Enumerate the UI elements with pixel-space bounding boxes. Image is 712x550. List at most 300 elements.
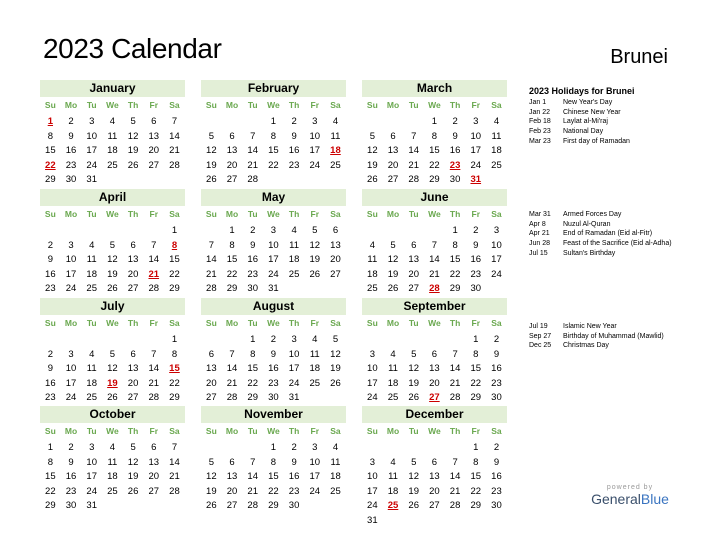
month-name: December [362,406,507,423]
empty-cell [242,115,263,130]
weekday-label: Tu [408,426,419,436]
empty-cell [201,115,222,130]
day: 13 [148,130,160,142]
holiday-row [529,332,664,342]
weekday-label: Sa [169,318,180,328]
day: 14 [206,254,217,265]
day: 26 [206,500,217,511]
day: 4 [312,334,318,345]
day: 8 [270,130,277,142]
day: 19 [387,268,399,280]
empty-cell [445,333,466,348]
weekday-label: We [428,318,441,328]
day: 26 [408,500,419,511]
day: 15 [449,254,461,265]
weekday-label: Tu [408,209,419,219]
empty-cell [61,333,82,348]
day: 6 [130,239,136,251]
holiday-group [529,322,664,351]
day: 11 [309,348,320,360]
day: 6 [332,225,339,236]
empty-cell [222,115,243,130]
month-name: September [362,298,507,315]
day: 15 [268,145,279,156]
holiday-name: End of Ramadan (Eid al-Fitr) [563,230,653,238]
empty-cell [201,224,222,239]
day: 29 [45,500,56,511]
day: 16 [288,471,300,482]
weekday-label: Sa [491,426,502,436]
day: 25 [330,485,341,497]
day: 5 [109,348,116,360]
day: 1 [270,116,277,127]
day: 24 [470,159,482,171]
day: 21 [169,145,180,156]
weekday-label: Th [288,318,300,328]
day: 7 [250,456,256,468]
day: 8 [473,348,479,360]
day: 18 [491,145,502,156]
holiday-day: 25 [387,500,399,511]
month-march [362,80,507,188]
weekday-label: Sa [491,318,502,328]
day: 27 [408,283,419,294]
day: 30 [268,392,279,403]
weekday-label: Th [449,426,461,436]
day-grid [362,315,507,406]
weekday-label: We [428,426,441,436]
day: 27 [330,268,341,280]
day: 29 [247,392,258,403]
day: 31 [86,500,97,511]
month-february [201,80,346,188]
day: 10 [268,239,279,251]
day: 19 [127,145,139,156]
day: 9 [473,239,479,251]
day: 21 [226,377,238,389]
day: 31 [367,514,378,526]
day: 10 [288,348,300,360]
holiday-group [529,210,672,258]
day: 7 [171,442,178,453]
weekday-label: Sa [491,209,502,219]
day: 18 [86,377,97,389]
day: 22 [470,377,482,389]
day: 13 [226,471,238,482]
weekday-label: We [106,209,119,219]
holiday-day: 21 [148,268,160,280]
day-grid [40,315,185,420]
day: 21 [247,485,258,497]
day: 28 [408,174,419,185]
weekday-label: Su [366,318,378,328]
holiday-name: Birthday of Muhammad (Mawlid) [563,332,664,340]
empty-cell [143,224,164,239]
brand-name-blue: Blue [640,491,669,507]
weekday-label: Fr [310,318,320,328]
day: 17 [309,145,321,156]
day: 11 [330,130,341,142]
day: 25 [107,159,118,171]
day: 8 [250,348,256,360]
empty-cell [403,441,424,456]
day: 5 [208,130,214,142]
weekday-label: Mo [64,100,78,110]
day: 12 [330,348,341,360]
day: 16 [65,471,77,482]
weekday-label: Su [44,209,56,219]
day: 29 [169,392,180,403]
day: 20 [148,471,160,482]
day: 15 [169,254,180,265]
month-december [362,406,507,528]
weekday-label: Su [205,100,217,110]
brand-name-general: General [591,491,641,507]
day: 21 [206,268,217,280]
weekday-label: Th [127,318,139,328]
day: 2 [250,225,256,236]
day: 8 [229,239,235,251]
day: 9 [452,130,458,142]
day: 13 [429,363,440,374]
day: 2 [452,116,458,127]
weekday-label: Sa [330,318,341,328]
day: 20 [330,254,341,265]
day: 16 [45,268,56,280]
weekday-label: Fr [471,426,481,436]
day: 22 [169,268,180,280]
day: 9 [291,130,297,142]
day: 17 [470,145,482,156]
day: 26 [206,174,217,185]
day: 23 [45,392,56,403]
day: 4 [390,456,396,468]
day: 4 [109,116,116,127]
day: 2 [68,116,74,127]
day: 5 [109,239,116,251]
weekday-label: Mo [225,209,239,219]
day-grid [201,97,346,188]
day: 21 [449,485,461,497]
day: 22 [268,485,279,497]
day: 16 [470,254,482,265]
holiday-date: Jan 1 [529,99,547,106]
day: 17 [65,268,77,280]
day: 2 [47,348,53,360]
day: 27 [226,174,238,185]
weekday-label: Mo [386,209,400,219]
day: 13 [226,145,238,156]
day: 24 [86,485,97,497]
day: 6 [229,130,235,142]
day: 4 [332,442,339,453]
holiday-row [529,239,672,249]
day: 12 [408,471,419,482]
day: 1 [229,225,235,236]
day: 29 [470,500,482,511]
empty-cell [383,333,404,348]
month-name: August [201,298,346,315]
weekday-label: Su [205,426,217,436]
day: 29 [45,174,56,185]
weekday-label: Tu [86,426,97,436]
day: 9 [291,456,297,468]
day: 8 [473,456,479,468]
day: 4 [390,348,396,360]
holiday-date: Jul 15 [529,249,548,257]
day: 5 [411,348,417,360]
day: 8 [47,456,53,468]
brand-name [588,491,672,507]
month-name: February [201,80,346,97]
holiday-date: Mar 31 [529,211,551,218]
weekday-label: Fr [471,100,481,110]
day: 28 [169,485,180,497]
day: 10 [86,130,97,142]
holiday-day: 23 [449,159,461,171]
day: 11 [107,130,118,142]
weekday-label: We [106,100,119,110]
day-grid [40,423,185,514]
weekday-label: Tu [247,209,258,219]
holiday-row [529,322,664,332]
day: 9 [68,456,74,468]
weekday-label: Sa [169,426,180,436]
day: 29 [429,174,440,185]
day: 11 [388,471,398,482]
day: 27 [148,485,160,497]
empty-cell [362,333,383,348]
day: 22 [470,485,482,497]
day: 14 [247,471,258,482]
day: 23 [288,159,300,171]
holiday-date: Jun 28 [529,240,551,248]
day: 21 [247,159,258,171]
day: 24 [309,159,321,171]
day: 8 [270,456,277,468]
holiday-date: Apr 21 [529,230,550,238]
day: 11 [491,130,502,142]
holiday-date: Feb 23 [529,128,551,136]
day: 16 [45,377,56,389]
weekday-label: We [267,100,280,110]
day: 4 [291,225,297,236]
day: 27 [148,159,160,171]
empty-cell [201,441,222,456]
day: 7 [151,348,157,360]
weekday-label: Th [449,100,461,110]
day: 4 [493,116,500,127]
day: 23 [491,377,502,389]
day: 5 [390,239,396,251]
weekday-label: We [267,318,280,328]
empty-cell [424,441,445,456]
empty-cell [403,115,424,130]
weekday-label: Sa [169,209,180,219]
day: 14 [449,363,461,374]
day: 20 [206,377,217,389]
day: 24 [367,392,378,403]
day-grid [201,423,346,514]
day: 3 [68,239,74,251]
day: 6 [411,239,417,251]
day: 27 [429,500,440,511]
holiday-day: 1 [47,116,53,127]
day: 12 [408,363,419,374]
day-grid [362,97,507,188]
day: 2 [493,334,500,345]
day: 7 [452,456,458,468]
day: 25 [367,283,378,294]
day: 25 [86,283,97,294]
day: 20 [387,159,399,171]
day: 26 [127,485,139,497]
day: 14 [449,471,461,482]
day: 18 [107,145,118,156]
day-grid [201,206,346,297]
day: 12 [367,145,378,156]
day: 11 [86,254,97,265]
day: 18 [387,485,399,497]
day: 25 [86,392,97,403]
day: 15 [226,254,238,265]
day: 14 [169,130,180,142]
day: 29 [226,283,238,294]
holiday-name: Chinese New Year [563,108,621,116]
weekday-label: Sa [491,100,502,110]
day: 24 [367,500,378,511]
holiday-name: Islamic New Year [563,323,617,330]
month-name: July [40,298,185,315]
day: 3 [89,442,95,453]
day: 26 [387,283,399,294]
day: 16 [449,145,461,156]
empty-cell [40,333,61,348]
day: 18 [86,268,97,280]
day: 27 [127,392,139,403]
day: 25 [330,159,341,171]
day: 30 [491,392,502,403]
day: 30 [288,500,300,511]
day: 4 [369,239,375,251]
day: 24 [268,268,279,280]
day: 20 [127,377,139,389]
day: 11 [330,456,341,468]
day: 22 [247,377,258,389]
day: 23 [45,283,56,294]
day: 6 [431,348,438,360]
day: 17 [309,471,321,482]
day: 17 [65,377,77,389]
day: 11 [367,254,378,265]
day: 13 [330,239,341,251]
day: 26 [408,392,419,403]
weekday-label: Fr [149,100,159,110]
weekday-label: Su [366,426,378,436]
day: 24 [309,485,321,497]
day: 20 [429,485,440,497]
day-grid [362,206,507,297]
holiday-name: Armed Forces Day [563,211,622,218]
empty-cell [81,224,102,239]
brand-powered-text: powered by [606,484,654,491]
day: 12 [206,145,217,156]
day: 19 [408,377,419,389]
day: 6 [208,348,214,360]
day: 13 [429,471,440,482]
holiday-name: Sultan's Birthday [563,249,616,257]
holiday-day: 15 [169,363,180,374]
day: 27 [387,174,399,185]
weekday-label: Tu [86,209,97,219]
empty-cell [362,441,383,456]
month-april [40,189,185,311]
empty-cell [61,224,82,239]
day: 28 [247,500,258,511]
month-name: October [40,406,185,423]
month-october [40,406,185,514]
weekday-label: We [106,318,119,328]
holiday-date: Feb 18 [529,118,551,126]
month-june [362,189,507,297]
day: 20 [127,268,139,280]
day: 17 [86,471,97,482]
day: 26 [107,283,118,294]
day: 15 [45,145,56,156]
day: 7 [452,348,458,360]
empty-cell [403,333,424,348]
day: 1 [171,334,178,345]
day: 3 [291,334,297,345]
day: 24 [288,377,300,389]
day: 14 [148,254,160,265]
empty-cell [362,115,383,130]
weekday-label: Su [366,209,378,219]
day: 2 [493,442,500,453]
day: 20 [429,377,440,389]
holiday-row [529,249,672,259]
holiday-day: 28 [429,283,440,294]
weekday-label: Fr [149,426,159,436]
day: 14 [148,363,160,374]
day: 7 [171,116,178,127]
day: 2 [291,116,297,127]
day: 14 [429,254,440,265]
day: 18 [288,254,300,265]
day: 3 [312,442,318,453]
day: 21 [408,159,419,171]
holiday-day: 31 [470,174,482,185]
empty-cell [102,333,123,348]
day: 23 [288,485,300,497]
day: 26 [127,159,139,171]
day: 8 [452,239,458,251]
day: 29 [470,392,482,403]
day: 15 [247,363,258,374]
brand-logo [588,484,672,507]
weekday-label: Th [127,426,139,436]
month-august [201,298,346,406]
weekday-label: Th [288,100,300,110]
month-november [201,406,346,514]
day: 1 [473,442,479,453]
day: 15 [429,145,440,156]
day: 3 [369,348,375,360]
weekday-label: Mo [386,318,400,328]
country-name: Brunei [610,46,668,68]
weekday-label: We [106,426,119,436]
day: 15 [45,471,56,482]
